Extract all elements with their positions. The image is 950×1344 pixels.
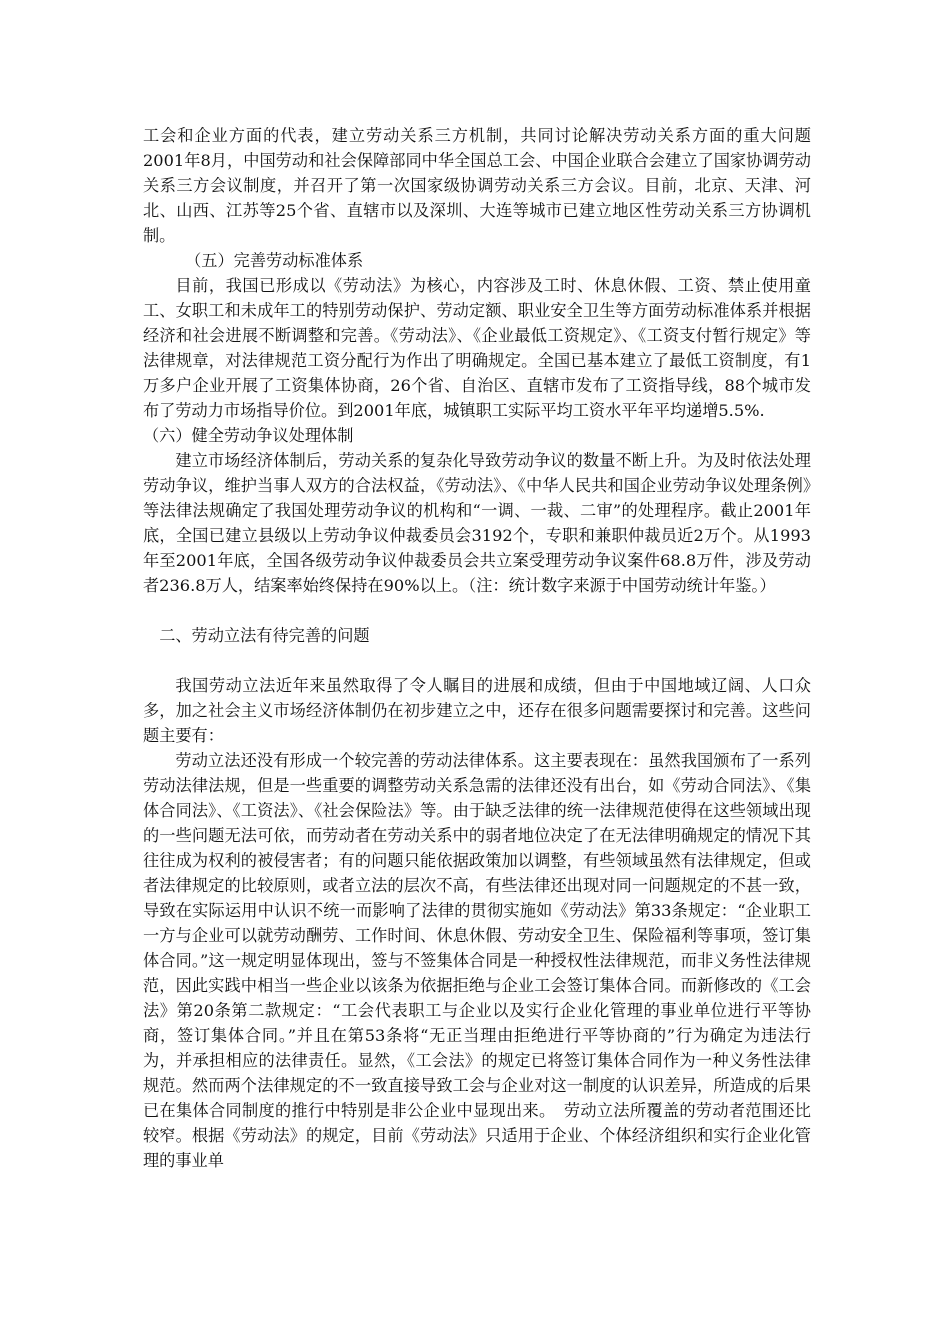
paragraph-section2-body: 劳动立法还没有形成一个较完善的劳动法律体系。这主要表现在：虽然我国颁布了一系列劳动法律法规，但是一些重要的调整劳动关系急需的法律还没有出台，如《劳动合同法》、《集体合同法》、《工资法》、《社会保险法》等。由于缺乏法律的统一法律规范使得在这些领域出现的一些问题无法可依，而劳动者在劳动关系中的弱者地位决定了在无法律明确规定的情况下其往往成为权利的被侵害者；有的问题只能依据政策加以调整，有些领域虽然有法律规定，但或者法律规定的比较原则，或者立法的层次不高，有些法律还出现对同一问题规定的不甚一致，导致在实际运用中认识不统一而影响了法律的贯彻实施如《劳动法》第33条规定：“企业职工一方与企业可以就劳动酬劳、工作时间、休息休假、劳动安全卫生、保险福利等事项，签订集体合同。”这一规定明显体现出，签与不签集体合同是一种授权性法律规范，而非义务性法律规范，因此实践中相当一些企业以该条为依据拒绝与企业工会签订集体合同。而新修改的《工会法》第20条第二款规定：“工会代表职工与企业以及实行企业化管理的事业单位进行平等协商，签订集体合同。”并且在第53条将“无正当理由拒绝进行平等协商的”行为确定为违法行为，并承担相应的法律责任。显然，《工会法》的规定已将签订集体合同作为一种义务性法律规范。然而两个法律规定的不一致直接导致工会与企业对这一制度的认识差异，所造成的后果已在集体合同制度的推行中特别是非公企业中显现出来。 劳动立法所覆盖的劳动者范围还比较窄。根据《劳动法》的规定，目前《劳动法》只适用于企业、个体经济组织和实行企业化管理的事业单: [143, 751, 811, 1170]
paragraph-intro: 工会和企业方面的代表，建立劳动关系三方机制，共同讨论解决劳动关系方面的重大问题2001年8月，中国劳动和社会保障部同中华全国总工会、中国企业联合会建立了国家协调劳动关系三方会议制度，并召开了第一次国家级协调劳动关系三方会议。目前，北京、天津、河北、山西、江苏等25个省、直辖市以及深圳、大连等城市已建立地区性劳动关系三方协调机制。: [143, 126, 811, 245]
paragraph-labor-standards: 目前，我国已形成以《劳动法》为核心，内容涉及工时、休息休假、工资、禁止使用童工、女职工和未成年工的特别劳动保护、劳动定额、职业安全卫生等方面劳动标准体系并根据经济和社会进展不断调整和完善。《劳动法》、《企业最低工资规定》、《工资支付暂行规定》等法律规章，对法律规范工资分配行为作出了明确规定。全国已基本建立了最低工资制度，有1万多户企业开展了工资集体协商，26个省、自治区、直辖市发布了工资指导线，88个城市发布了劳动力市场指导价位。到2001年底，城镇职工实际平均工资水平年平均递增5.5%.: [143, 276, 811, 420]
subheading-6: （六）健全劳动争议处理体制: [143, 426, 354, 445]
paragraph-section2-intro: 我国劳动立法近年来虽然取得了令人瞩目的进展和成绩，但由于中国地域辽阔、人口众多，加之社会主义市场经济体制仍在初步建立之中，还存在很多问题需要探讨和完善。这些问题主要有：: [143, 676, 811, 745]
document-body: [143, 123, 811, 1173]
paragraph-labor-disputes: 建立市场经济体制后，劳动关系的复杂化导致劳动争议的数量不断上升。为及时依法处理劳动争议，维护当事人双方的合法权益，《劳动法》、《中华人民共和国企业劳动争议处理条例》等法律法规确定了我国处理劳动争议的机构和“一调、一裁、二审”的处理程序。截止2001年底，全国已建立县级以上劳动争议仲裁委员会3192个，专职和兼职仲裁员近2万个。从1993年至2001年底，全国各级劳动争议仲裁委员会共立案受理劳动争议案件68.8万件，涉及劳动者236.8万人，结案率始终保持在90%以上。（注：统计数字来源于中国劳动统计年鉴。）: [143, 451, 811, 595]
subheading-5: （五）完善劳动标准体系: [185, 251, 364, 270]
section-heading-2: 二、劳动立法有待完善的问题: [159, 626, 370, 645]
